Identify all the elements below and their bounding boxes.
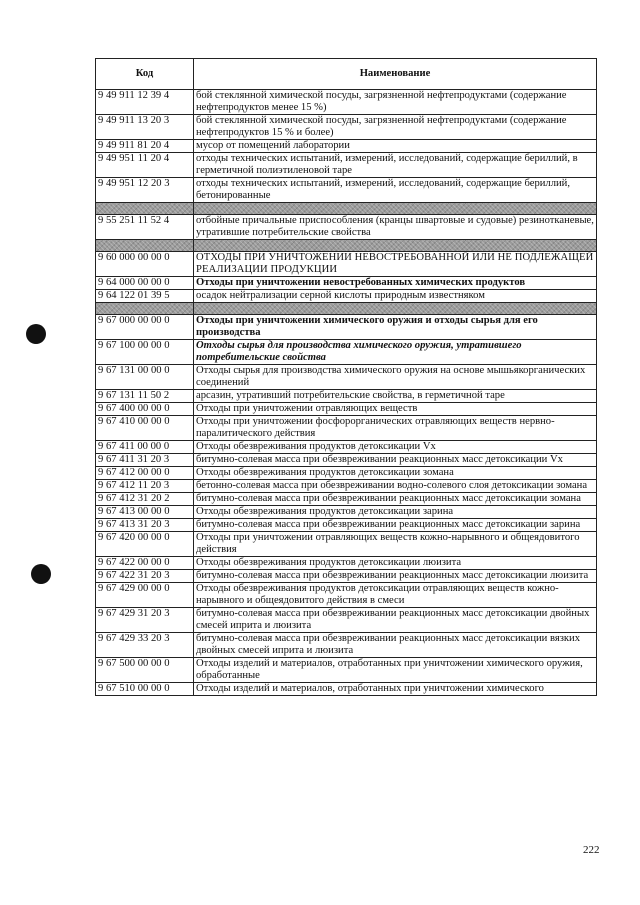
table-row xyxy=(96,140,597,153)
waste-name-cell: Отходы при уничтожении отравляющих веществ кожно-нарывного и общеядовитого действия xyxy=(194,532,597,557)
page-number: 222 xyxy=(583,844,600,856)
waste-code-cell: 9 67 412 31 20 2 xyxy=(96,493,194,506)
table-row xyxy=(96,178,597,203)
waste-code-cell: 9 67 410 00 00 0 xyxy=(96,416,194,441)
waste-name-cell: бетонно-солевая масса при обезвреживании водно-солевого слоя детоксикации зомана xyxy=(194,480,597,493)
table-row xyxy=(96,454,597,467)
table-row xyxy=(96,90,597,115)
waste-name-cell: битумно-солевая масса при обезвреживании реакционных масс детоксикации люизита xyxy=(194,570,597,583)
waste-name-cell: отходы технических испытаний, измерений, исследований, содержащие бериллий, бетонированные xyxy=(194,178,597,203)
waste-name-cell: бой стеклянной химической посуды, загрязненной нефтепродуктами (содержание нефтепродуктов менее 15 %) xyxy=(194,90,597,115)
waste-name-cell: битумно-солевая масса при обезвреживании реакционных масс детоксикации зарина xyxy=(194,519,597,532)
table-row xyxy=(96,153,597,178)
waste-name-cell: битумно-солевая масса при обезвреживании реакционных масс детоксикации зомана xyxy=(194,493,597,506)
table-row xyxy=(96,683,597,696)
table-row xyxy=(96,315,597,340)
waste-code-cell: 9 49 951 11 20 4 xyxy=(96,153,194,178)
section-separator-row xyxy=(96,303,597,315)
waste-code-cell xyxy=(96,303,194,315)
waste-name-cell: бой стеклянной химической посуды, загрязненной нефтепродуктами (содержание нефтепродуктов 15 % и более) xyxy=(194,115,597,140)
waste-code-cell xyxy=(96,240,194,252)
waste-code-cell: 9 67 100 00 00 0 xyxy=(96,340,194,365)
waste-name-cell: Отходы изделий и материалов, отработанных при уничтожении химического оружия, обработанные xyxy=(194,658,597,683)
table-row xyxy=(96,403,597,416)
waste-code-cell: 9 67 000 00 00 0 xyxy=(96,315,194,340)
table-row xyxy=(96,215,597,240)
waste-code-cell: 9 67 510 00 00 0 xyxy=(96,683,194,696)
waste-code-cell: 9 67 411 31 20 3 xyxy=(96,454,194,467)
waste-name-cell: Отходы обезвреживания продуктов детоксикации люизита xyxy=(194,557,597,570)
waste-code-cell xyxy=(96,203,194,215)
table-row xyxy=(96,277,597,290)
table-row xyxy=(96,583,597,608)
waste-name-cell: Отходы обезвреживания продуктов детоксикации зарина xyxy=(194,506,597,519)
waste-code-cell: 9 67 412 00 00 0 xyxy=(96,467,194,480)
waste-code-cell: 9 67 429 00 00 0 xyxy=(96,583,194,608)
waste-name-cell: Отходы сырья для производства химического оружия, утратившего потребительские свойства xyxy=(194,340,597,365)
table-row xyxy=(96,658,597,683)
waste-name-cell: отбойные причальные приспособления (кранцы швартовые и судовые) резинотканевые, утратившие потребительские свойства xyxy=(194,215,597,240)
waste-name-cell: Отходы обезвреживания продуктов детоксикации отравляющих веществ кожно-нарывного и общеядовитого действия в смеси xyxy=(194,583,597,608)
waste-code-cell: 9 67 413 00 00 0 xyxy=(96,506,194,519)
table-row xyxy=(96,557,597,570)
table-row xyxy=(96,493,597,506)
waste-code-cell: 9 67 422 00 00 0 xyxy=(96,557,194,570)
waste-name-cell: отходы технических испытаний, измерений, исследований, содержащие бериллий, в герметичной полиэтиленовой таре xyxy=(194,153,597,178)
waste-code-cell: 9 67 422 31 20 3 xyxy=(96,570,194,583)
waste-name-cell: Отходы при уничтожении невостребованных химических продуктов xyxy=(194,277,597,290)
table-row xyxy=(96,506,597,519)
waste-code-table xyxy=(95,58,597,696)
waste-code-cell: 9 67 429 33 20 3 xyxy=(96,633,194,658)
section-separator-row xyxy=(96,203,597,215)
waste-name-cell: мусор от помещений лаборатории xyxy=(194,140,597,153)
waste-name-cell: Отходы при уничтожении химического оружия и отходы сырья для его производства xyxy=(194,315,597,340)
waste-code-cell: 9 49 911 12 39 4 xyxy=(96,90,194,115)
waste-code-cell: 9 67 131 11 50 2 xyxy=(96,390,194,403)
waste-name-cell xyxy=(194,303,597,315)
binder-hole xyxy=(26,324,46,344)
table-row xyxy=(96,608,597,633)
waste-name-cell: битумно-солевая масса при обезвреживании реакционных масс детоксикации двойных смесей иприта и люизита xyxy=(194,608,597,633)
waste-name-cell: битумно-солевая масса при обезвреживании реакционных масс детоксикации вязких двойных смесей иприта и люизита xyxy=(194,633,597,658)
waste-name-cell xyxy=(194,240,597,252)
waste-code-cell: 9 55 251 11 52 4 xyxy=(96,215,194,240)
waste-code-cell: 9 67 413 31 20 3 xyxy=(96,519,194,532)
table-row xyxy=(96,365,597,390)
waste-code-cell: 9 49 911 81 20 4 xyxy=(96,140,194,153)
waste-name-cell: Отходы сырья для производства химического оружия на основе мышьякорганических соединений xyxy=(194,365,597,390)
section-separator-row xyxy=(96,240,597,252)
waste-name-cell: ОТХОДЫ ПРИ УНИЧТОЖЕНИИ НЕВОСТРЕБОВАННОЙ ИЛИ НЕ ПОДЛЕЖАЩЕЙ РЕАЛИЗАЦИИ ПРОДУКЦИИ xyxy=(194,252,597,277)
waste-code-cell: 9 67 400 00 00 0 xyxy=(96,403,194,416)
waste-name-cell: битумно-солевая масса при обезвреживании реакционных масс детоксикации Vx xyxy=(194,454,597,467)
table-row xyxy=(96,519,597,532)
waste-code-cell: 9 67 500 00 00 0 xyxy=(96,658,194,683)
waste-code-cell: 9 60 000 00 00 0 xyxy=(96,252,194,277)
table-row xyxy=(96,390,597,403)
waste-code-cell: 9 49 911 13 20 3 xyxy=(96,115,194,140)
waste-name-cell: арсазин, утративший потребительские свойства, в герметичной таре xyxy=(194,390,597,403)
waste-name-cell: Отходы изделий и материалов, отработанных при уничтожении химического xyxy=(194,683,597,696)
table-row xyxy=(96,467,597,480)
table-row xyxy=(96,570,597,583)
table-row xyxy=(96,252,597,277)
column-header-code: Код xyxy=(96,59,194,90)
table-header-row xyxy=(96,59,597,90)
waste-code-cell: 9 49 951 12 20 3 xyxy=(96,178,194,203)
waste-code-cell: 9 67 429 31 20 3 xyxy=(96,608,194,633)
waste-name-cell: Отходы обезвреживания продуктов детоксикации Vx xyxy=(194,441,597,454)
table-row xyxy=(96,633,597,658)
table-row xyxy=(96,290,597,303)
waste-name-cell: Отходы при уничтожении фосфорорганических отравляющих веществ нервно-паралитического действия xyxy=(194,416,597,441)
waste-name-cell: осадок нейтрализации серной кислоты природным известняком xyxy=(194,290,597,303)
waste-name-cell xyxy=(194,203,597,215)
waste-code-cell: 9 67 411 00 00 0 xyxy=(96,441,194,454)
table-row xyxy=(96,532,597,557)
waste-code-cell: 9 64 000 00 00 0 xyxy=(96,277,194,290)
column-header-name: Наименование xyxy=(194,59,597,90)
table-row xyxy=(96,441,597,454)
table-row xyxy=(96,115,597,140)
waste-code-cell: 9 64 122 01 39 5 xyxy=(96,290,194,303)
waste-name-cell: Отходы обезвреживания продуктов детоксикации зомана xyxy=(194,467,597,480)
table-row xyxy=(96,480,597,493)
binder-hole xyxy=(31,564,51,584)
table-row xyxy=(96,416,597,441)
waste-code-cell: 9 67 412 11 20 3 xyxy=(96,480,194,493)
table-row xyxy=(96,340,597,365)
waste-code-cell: 9 67 131 00 00 0 xyxy=(96,365,194,390)
waste-name-cell: Отходы при уничтожении отравляющих веществ xyxy=(194,403,597,416)
waste-code-cell: 9 67 420 00 00 0 xyxy=(96,532,194,557)
